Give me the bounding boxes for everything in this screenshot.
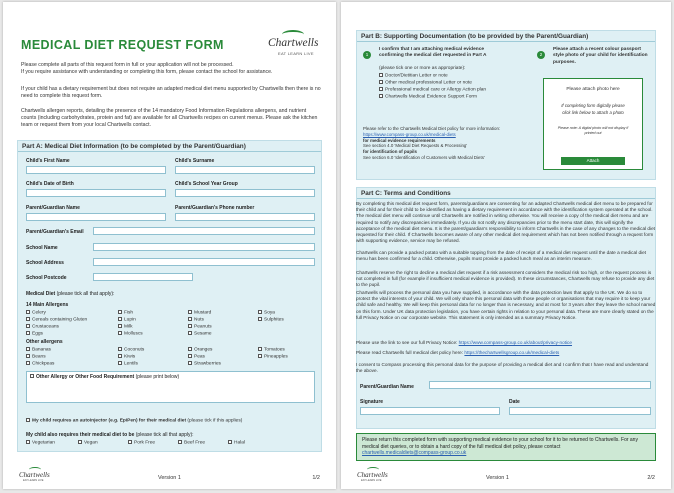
- allergen-checkbox[interactable]: Pineapples: [258, 354, 288, 360]
- diet-checkbox[interactable]: Vegan: [78, 440, 98, 446]
- child-first-name-field[interactable]: [26, 166, 166, 174]
- date-label: Date: [509, 399, 520, 405]
- evidence-checkbox[interactable]: Chartwells Medical Evidence Support Form: [379, 94, 477, 100]
- diet-type-title: My child also requires their medical diet to be: [26, 432, 135, 438]
- attach-photo-button[interactable]: Attach: [561, 157, 625, 165]
- school-postcode-label: School Postcode: [26, 275, 67, 281]
- child-first-name-label: Child's First Name: [26, 158, 70, 164]
- child-surname-field[interactable]: [175, 166, 315, 174]
- evidence-checkbox[interactable]: Other medical professional Letter or note: [379, 80, 472, 86]
- school-address-label: School Address: [26, 260, 64, 266]
- sign-parent-name-field[interactable]: [429, 381, 651, 389]
- sign-parent-name-label: Parent/Guardian Name: [360, 384, 414, 390]
- allergen-checkbox[interactable]: Sesame: [188, 331, 212, 337]
- allergen-checkbox[interactable]: Bananas: [26, 347, 51, 353]
- other-food-label: [30, 374, 179, 380]
- diet-checkbox[interactable]: Vegetarian: [26, 440, 55, 446]
- privacy-notice: [356, 340, 656, 346]
- medical-diet-label: [26, 291, 114, 297]
- diet-checkbox[interactable]: Halal: [228, 440, 245, 446]
- medical-diet-title: Medical Diet: [26, 291, 56, 297]
- part-a-heading: Part A: Medical Diet Information (to be completed by the Parent/Guardian): [18, 141, 321, 152]
- school-name-label: School Name: [26, 245, 58, 251]
- dob-field[interactable]: [26, 189, 166, 197]
- other-allergens-title: Other allergens: [26, 339, 63, 345]
- evidence-req-label: for medical evidence requirements: [363, 137, 436, 143]
- allergen-checkbox[interactable]: Soya: [258, 310, 275, 316]
- allergen-checkbox[interactable]: Tomatoes: [258, 347, 285, 353]
- main-allergens-title: 14 Main Allergens: [26, 302, 69, 308]
- allergen-checkbox[interactable]: Oranges: [188, 347, 212, 353]
- confirm-text: I confirm that I am attaching medical evidence confirming the medical diet requested in Part A: [379, 47, 487, 59]
- autoinjector-checkbox[interactable]: [26, 418, 242, 424]
- parent-name-field[interactable]: [26, 213, 166, 221]
- allergen-checkbox[interactable]: Eggs: [26, 331, 43, 337]
- parent-phone-field[interactable]: [175, 213, 315, 221]
- policy-read-text: Please read Chartwells full medical diet policy here:: [356, 350, 464, 355]
- allergen-checkbox[interactable]: Kiwis: [118, 354, 135, 360]
- form-title: MEDICAL DIET REQUEST FORM: [21, 38, 224, 52]
- confirm-note: (please tick one or more as appropriate):: [379, 66, 466, 71]
- school-address-field[interactable]: [93, 258, 315, 266]
- footer-brand: Chartwells: [357, 471, 388, 479]
- allergen-checkbox[interactable]: Strawberries: [188, 361, 221, 367]
- allergen-checkbox[interactable]: Beans: [26, 354, 46, 360]
- other-food-title: Other Allergy or Other Food Requirement: [36, 374, 135, 380]
- form-page-1: [3, 2, 336, 489]
- privacy-text: Please use the link to see our full Privacy Notice:: [356, 340, 458, 345]
- privacy-link[interactable]: https://www.compass-group.co.uk/about/privacy-notice: [458, 340, 573, 345]
- footer-tagline: EAT LEARN LIVE: [361, 479, 382, 482]
- policy-intro: Please refer to the Chartwells Medical Diet policy for more information:: [363, 126, 501, 131]
- intro-text-2: If your child has a dietary requirement but does not require an adapted medical diet menu supported by Chartwells then there is no need to complete this request form.: [21, 86, 321, 100]
- allergen-checkbox[interactable]: Sulphites: [258, 317, 284, 323]
- photo-box-note: If completing form digitally please click link below to attach a photo: [561, 103, 625, 115]
- allergen-checkbox[interactable]: Lupin: [118, 317, 136, 323]
- terms-para-4: Chartwells will process the personal data you have supplied, in accordance with the data protection laws that apply to the UK. We do so to protect the vital interests of your child. We will only share this personal data with those people or organisations that may require it to keep your child safe and healthy. We will keep this personal data for no longer than is necessary, and at most for 3 years after they leave the school named on this form. Under UK data protection legislation, you have certain rights in relation to your personal data. These are more clearly stated on the full Privacy Notice on our corporate website. This statement is only intended as a summary Privacy Notice.: [356, 290, 656, 320]
- return-text: Please return this completed form with supporting medical evidence to your school for it to be returned to Chartwells. For any medical diet queries, or to obtain a hard copy of the full medical diet policy, please contact: [362, 437, 638, 450]
- other-food-note: (please print below): [135, 374, 180, 380]
- autoinjector-note: (please tick if this applies): [187, 418, 243, 424]
- id-req-label: for identification of pupils: [363, 149, 417, 155]
- form-page-2: [341, 2, 671, 489]
- step-two-badge: 2: [537, 51, 545, 59]
- evidence-checkbox[interactable]: Professional medical care or Allergy Action plan: [379, 87, 486, 93]
- parent-name-label: Parent/Guardian Name: [26, 205, 80, 211]
- policy-link[interactable]: https://www.compass-group.co.uk/medical-diets: [363, 131, 456, 137]
- year-group-field[interactable]: [175, 189, 315, 197]
- terms-para-2: Chartwells can provide a packed potato with a suitable topping from the date of receipt of a medical diet request until the date a medical diet menu has been confirmed for a child. Otherwise, pupils must provide a packed lunch meal as an interim measure.: [356, 250, 647, 262]
- year-group-label: Child's School Year Group: [175, 181, 238, 187]
- consent-text: I consent to Compass processing this personal data for the purpose of providing a medical diet and I confirm that I have read and understand the above.: [356, 362, 649, 374]
- autoinjector-label: My child requires an autoinjector (e.g. EpiPen) for their medical diet: [32, 418, 187, 424]
- date-field[interactable]: [509, 407, 651, 415]
- diet-checkbox[interactable]: Pork Free: [128, 440, 155, 446]
- version-label: Version 1: [486, 475, 509, 481]
- signature-label: Signature: [360, 399, 384, 405]
- allergen-checkbox[interactable]: Crustaceans: [26, 324, 59, 330]
- school-name-field[interactable]: [93, 243, 315, 251]
- diet-checkbox[interactable]: Beef Free: [178, 440, 205, 446]
- id-req-section: See section 6.0 'Identification of Customers with Medical Diets': [363, 154, 485, 160]
- diet-type-label: [26, 432, 194, 438]
- parent-phone-label: Parent/Guardian's Phone number: [175, 205, 255, 211]
- photo-box-title: Please attach photo here: [566, 87, 620, 92]
- part-b-heading: Part B: Supporting Documentation (to be provided by the Parent/Guardian): [357, 31, 655, 42]
- allergen-checkbox[interactable]: Chickpeas: [26, 361, 54, 367]
- return-email-link[interactable]: chartwells.medicaldiets@compass-group.co.uk: [362, 450, 467, 457]
- attach-photo-text: Please attach a recent colour passport style photo of your child for identification purposes.: [553, 47, 648, 65]
- step-one-badge: 1: [363, 51, 371, 59]
- footer-tagline: EAT LEARN LIVE: [23, 479, 44, 482]
- brand-name: Chartwells: [268, 37, 319, 49]
- allergen-checkbox[interactable]: Milk: [118, 324, 133, 330]
- allergen-checkbox[interactable]: Mustard: [188, 310, 211, 316]
- parent-email-field[interactable]: [93, 227, 315, 235]
- chartwells-logo: [264, 30, 320, 58]
- dob-label: Child's Date of Birth: [26, 181, 74, 187]
- intro-line: Please complete all parts of this request form in full or your application will not be processed.: [21, 62, 234, 68]
- signature-field[interactable]: [360, 407, 500, 415]
- version-label: Version 1: [158, 475, 181, 481]
- allergen-checkbox[interactable]: Lentils: [118, 361, 138, 367]
- footer-logo: [357, 467, 387, 483]
- child-surname-label: Child's Surname: [175, 158, 215, 164]
- footer-brand: Chartwells: [19, 471, 50, 479]
- allergen-checkbox[interactable]: Nuts: [188, 317, 204, 323]
- allergen-checkbox[interactable]: Coconuts: [118, 347, 144, 353]
- part-a-section: [17, 140, 322, 452]
- policy-info: [363, 126, 533, 161]
- allergen-checkbox[interactable]: Cereals containing Gluten: [26, 317, 87, 323]
- allergen-checkbox[interactable]: Peanuts: [188, 324, 212, 330]
- medical-diet-note: (please tick all that apply):: [56, 291, 115, 297]
- terms-para-1: By completing this medical diet request form, parents/guardians are consenting for an adapted Chartwells medical diet menu to be prepared for their child and for their child to be identified as having a dietary requirement in accordance with the identification system operated at the school. The medical diet menu will continue until Chartwells are notified in writing otherwise. You will receive a copy of the medical diet menu and are required to notify any discrepancies immediately. If you do not notify any discrepancies prior to the menu start date, this will signify the acceptance of the medical diet menu. It is the parent/guardian's responsibility to inform Chartwells in the case of any changes to the medical diet requested for their child. If Chartwells becomes aware of any other medical diet requirement which has not been notified through a request form with supporting evidence, service may be refused.: [356, 201, 655, 244]
- photo-box-small: Please note: A digital photo will not display if printed out: [557, 126, 629, 135]
- footer-logo: [19, 467, 49, 483]
- evidence-req-section: See section 4.0 'Medical Diet Requests & Processing': [363, 143, 468, 149]
- parent-email-label: Parent/Guardian's Email: [26, 229, 84, 235]
- return-instructions: [356, 433, 656, 461]
- evidence-checkbox[interactable]: Doctor/Dietitian Letter or note: [379, 73, 448, 79]
- allergen-checkbox[interactable]: Fish: [118, 310, 133, 316]
- page-number: 1/2: [312, 475, 320, 481]
- intro-text-1: [21, 62, 321, 76]
- page-number: 2/2: [647, 475, 655, 481]
- policy-read-link[interactable]: https://thechartwellsgroup.co.uk/medical-diets: [464, 350, 560, 355]
- school-postcode-field[interactable]: [93, 273, 193, 281]
- policy-read-line: [356, 350, 656, 356]
- allergen-checkbox[interactable]: Celery: [26, 310, 46, 316]
- brand-tagline: EAT LEARN LIVE: [278, 51, 314, 56]
- intro-text-3: Chartwells allergen reports, detailing the presence of the 14 mandatory Food Information Regulations allergens, and nutrient counts (including carbohydrates, protein and fat) are available for all Chartwells recipes on current menus. Please ask the kitchen team or request them from your local Chartwells contact.: [21, 108, 318, 129]
- intro-line: If you require assistance with understanding or completing this form, please contact the school for assistance.: [21, 69, 273, 76]
- allergen-checkbox[interactable]: Peas: [188, 354, 205, 360]
- terms-para-3: Chartwells reserve the right to decline a medical diet request if a risk assessment considers the medical risk too high, or the request process is not completed in full (for example if insufficient medical evidence is provided). In these circumstances, Chartwells may refuse to provide any diet to the pupil.: [356, 270, 655, 288]
- part-c-heading: Part C: Terms and Conditions: [357, 188, 655, 199]
- allergen-checkbox[interactable]: Molluscs: [118, 331, 143, 337]
- diet-type-note: (please tick all that apply):: [135, 432, 194, 438]
